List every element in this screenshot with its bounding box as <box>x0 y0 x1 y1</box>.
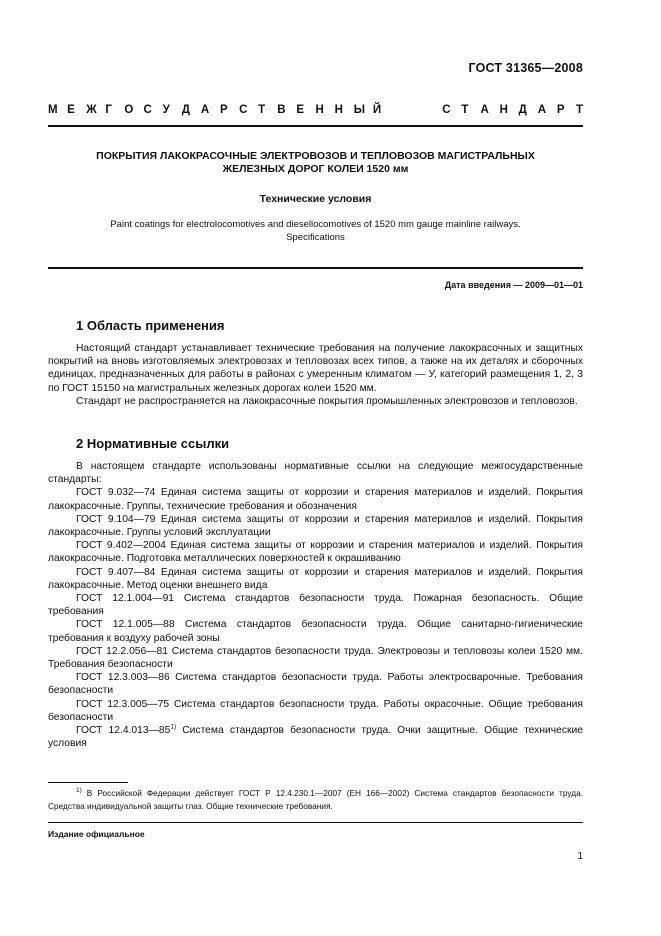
section-1-paragraph: Настоящий стандарт устанавливает технические требования на получение лакокрасочных и защитных покрытий на вновь изготовляемых электровозах и тепловозах всех типов, а также на их деталях и сборочных единицах, предназначенных для работы в районах с умеренным климатом — У, категорий размещения 1, 2, 3 по ГОСТ 15150 на магистральных железных дорогах колеи 1520 мм. <box>48 343 583 394</box>
heading-letter: Н <box>499 104 508 116</box>
section-1-body <box>48 342 583 408</box>
introduction-date: Дата введения — 2009—01—01 <box>444 280 583 290</box>
reference-code: ГОСТ 12.4.013—85 <box>76 725 171 737</box>
heading-letter: Е <box>67 104 75 116</box>
reference-item: ГОСТ 12.1.004—91 Система стандартов безопасности труда. Пожарная безопасность. Общие требования <box>48 593 583 618</box>
heading-letter: С <box>442 104 451 116</box>
reference-text: Система стандартов безопасности труда. Очки защитные. Общие технические условия <box>48 725 583 750</box>
heading-letter: Н <box>315 104 324 116</box>
footnote-divider <box>48 782 128 783</box>
footer-divider <box>48 822 583 823</box>
heading-letter: Ы <box>353 104 365 116</box>
heading-letter: Ж <box>86 104 97 116</box>
footnote-mark: 1) <box>76 787 82 795</box>
english-title <box>48 218 583 244</box>
reference-item-last <box>48 724 583 750</box>
reference-item: ГОСТ 12.3.005—75 Система стандартов безопасности труда. Работы окрасочные. Общие требования безопасности <box>48 698 583 723</box>
heading-letter: Й <box>372 104 382 116</box>
official-edition-label: Издание официальное <box>48 829 145 839</box>
heading-letter: У <box>162 104 170 116</box>
heading-letter: Т <box>461 104 469 116</box>
document-number: ГОСТ 31365—2008 <box>468 61 583 75</box>
document-subtitle: Технические условия <box>259 193 372 205</box>
reference-item: ГОСТ 9.032—74 Единая система защиты от коррозии и старения материалов и изделий. Покрытия лакокрасочные. Группы, технические требования и обозначения <box>48 487 583 512</box>
heading-letter: Т <box>258 104 266 116</box>
title-line-1: ПОКРЫТИЯ ЛАКОКРАСОЧНЫЕ ЭЛЕКТРОВОЗОВ И ТЕПЛОВОЗОВ МАГИСТРАЛЬНЫХ <box>96 150 535 162</box>
section-2-title: 2 Нормативные ссылки <box>76 436 230 451</box>
reference-item: ГОСТ 12.3.003—86 Система стандартов безопасности труда. Работы электросварочные. Требования безопасности <box>48 672 583 697</box>
english-title-line-2: Specifications <box>286 232 345 243</box>
reference-item: ГОСТ 9.402—2004 Единая система защиты от коррозии и старения материалов и изделий. Покрытия лакокрасочные. Подготовка металлических поверхностей к окрашиванию <box>48 540 583 565</box>
section-2-body <box>48 460 583 750</box>
heading-letter: М <box>48 104 58 116</box>
heading-letter: Р <box>556 104 565 116</box>
heading-letter: О <box>124 104 134 116</box>
reference-item: ГОСТ 12.1.005—88 Система стандартов безопасности труда. Общие санитарно-гигиенические требования к воздуху рабочей зоны <box>48 619 583 644</box>
top-divider <box>48 125 583 127</box>
title-divider <box>48 267 583 269</box>
footnote <box>48 787 583 812</box>
english-title-line-1: Paint coatings for electrolocomotives and diesellocomotives of 1520 mm gauge mainline railways. <box>110 219 521 230</box>
heading-letter: Г <box>105 104 112 116</box>
reference-item: ГОСТ 9.407—84 Единая система защиты от коррозии и старения материалов и изделий. Покрытия лакокрасочные. Метод оценки внешнего вида <box>48 566 583 591</box>
page-number: 1 <box>577 851 583 862</box>
reference-item: ГОСТ 12.2.056—81 Система стандартов безопасности труда. Электровозы и тепловозы колеи 1520 мм. Требования безопасности <box>48 645 583 671</box>
heading-letter: Р <box>219 104 228 116</box>
section-1-title: 1 Область применения <box>76 318 225 333</box>
heading-letter: Е <box>296 104 305 116</box>
reference-item: ГОСТ 9.104—79 Единая система защиты от коррозии и старения материалов и изделий. Покрытия лакокрасочные. Группы условий эксплуатации <box>48 513 583 539</box>
heading-letter: Д <box>518 104 527 116</box>
heading-letter: А <box>480 104 489 116</box>
heading-letter: А <box>200 104 210 116</box>
heading-letter: А <box>537 104 547 116</box>
heading-letter: С <box>239 104 248 116</box>
section-1-paragraph: Стандарт не распространяется на лакокрасочные покрытия промышленных электровозов и тепловозов. <box>76 395 578 407</box>
heading-letter: В <box>277 104 286 116</box>
section-2-intro: В настоящем стандарте использованы нормативные ссылки на следующие межгосударственные стандарты: <box>48 461 583 486</box>
heading-letter: Н <box>334 104 343 116</box>
heading-letter: С <box>143 104 152 116</box>
document-title <box>48 150 583 176</box>
title-line-2: ЖЕЛЕЗНЫХ ДОРОГ КОЛЕИ 1520 мм <box>222 163 409 175</box>
footnote-text: В Российской Федерации действует ГОСТ Р 12.4.230.1—2007 (ЕН 166—2002) Система стандартов безопасности труда. Средства индивидуальной защиты глаз. Общие технические требования. <box>48 788 583 811</box>
footnote-marker[interactable]: 1) <box>170 723 177 731</box>
heading-letter: Д <box>181 104 190 116</box>
heading-letter: Т <box>576 104 584 116</box>
